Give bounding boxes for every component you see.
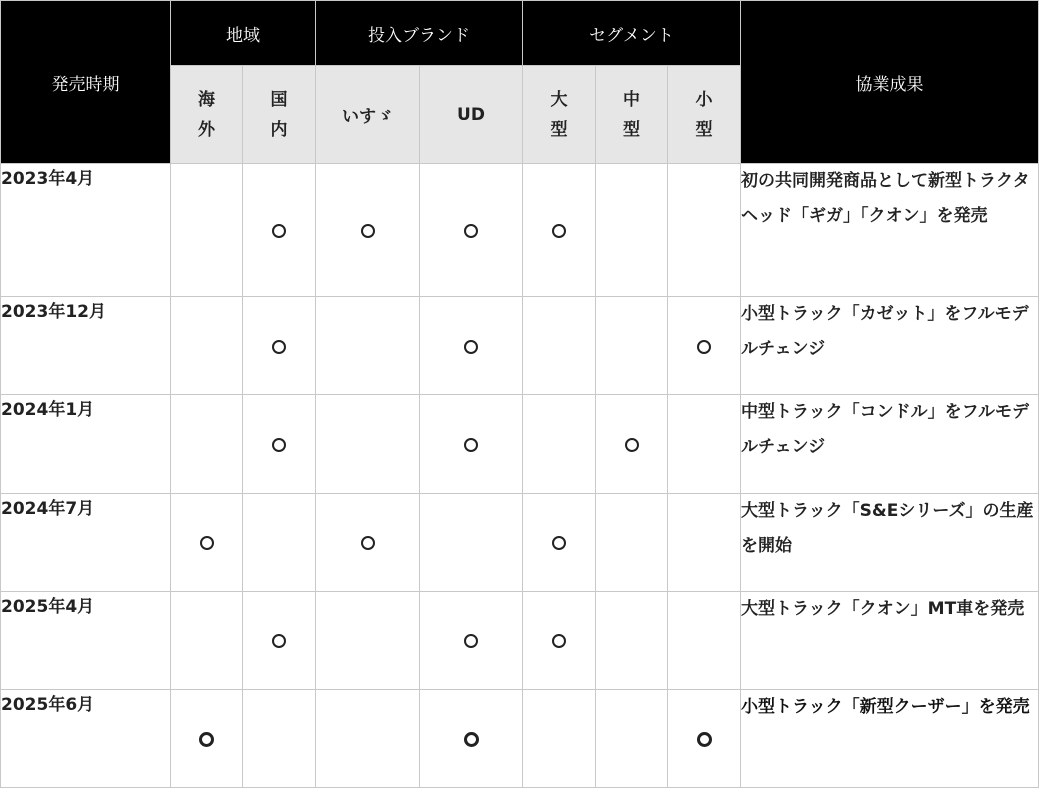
- circle-mark-icon: [272, 340, 286, 354]
- mark-cell-small: [668, 164, 741, 297]
- mark-cell-isuzu: [316, 689, 420, 787]
- mark-cell-small: [668, 493, 741, 591]
- result-cell: 中型トラック「コンドル」をフルモデルチェンジ: [741, 395, 1039, 493]
- release-date-cell: 2025年6月: [1, 689, 171, 787]
- table-row: [1, 591, 1039, 689]
- mark-cell-overseas: [171, 591, 243, 689]
- mark-cell-isuzu: [316, 164, 420, 297]
- table-row: [1, 493, 1039, 591]
- mark-cell-overseas: [171, 297, 243, 395]
- mark-cell-small: [668, 297, 741, 395]
- mark-cell-small: [668, 395, 741, 493]
- circle-mark-icon: [464, 224, 478, 238]
- mark-cell-domestic: [243, 591, 316, 689]
- circle-mark-icon: [272, 224, 286, 238]
- circle-mark-icon: [552, 536, 566, 550]
- mark-cell-medium: [596, 297, 668, 395]
- mark-cell-medium: [596, 591, 668, 689]
- header-release-date: 発売時期: [1, 1, 171, 164]
- mark-cell-ud: [420, 395, 523, 493]
- circle-mark-icon: [464, 634, 478, 648]
- header-large: 大 型: [523, 66, 596, 164]
- mark-cell-large: [523, 493, 596, 591]
- release-date-cell: 2024年1月: [1, 395, 171, 493]
- mark-cell-domestic: [243, 689, 316, 787]
- mark-cell-isuzu: [316, 297, 420, 395]
- circle-mark-icon: [200, 536, 214, 550]
- result-cell: 大型トラック「S&Eシリーズ」の生産を開始: [741, 493, 1039, 591]
- mark-cell-isuzu: [316, 493, 420, 591]
- header-segment: セグメント: [523, 1, 741, 66]
- circle-mark-icon: [464, 732, 479, 747]
- result-cell: 小型トラック「カゼット」をフルモデルチェンジ: [741, 297, 1039, 395]
- table-row: [1, 689, 1039, 787]
- mark-cell-large: [523, 689, 596, 787]
- header-domestic: 国 内: [243, 66, 316, 164]
- header-small: 小 型: [668, 66, 741, 164]
- mark-cell-large: [523, 297, 596, 395]
- circle-mark-icon: [464, 438, 478, 452]
- mark-cell-medium: [596, 493, 668, 591]
- mark-cell-domestic: [243, 395, 316, 493]
- table-row: [1, 395, 1039, 493]
- mark-cell-domestic: [243, 493, 316, 591]
- header-region: 地域: [171, 1, 316, 66]
- header-result: 協業成果: [741, 1, 1039, 164]
- header-isuzu: いすゞ: [316, 66, 420, 164]
- header-medium: 中 型: [596, 66, 668, 164]
- table-row: [1, 164, 1039, 297]
- mark-cell-small: [668, 689, 741, 787]
- circle-mark-icon: [552, 634, 566, 648]
- result-cell: 初の共同開発商品として新型トラクタヘッド「ギガ」「クオン」を発売: [741, 164, 1039, 297]
- table-row: [1, 297, 1039, 395]
- mark-cell-ud: [420, 493, 523, 591]
- mark-cell-overseas: [171, 164, 243, 297]
- release-date-cell: 2025年4月: [1, 591, 171, 689]
- release-date-cell: 2023年12月: [1, 297, 171, 395]
- circle-mark-icon: [552, 224, 566, 238]
- circle-mark-icon: [625, 438, 639, 452]
- release-date-cell: 2023年4月: [1, 164, 171, 297]
- mark-cell-domestic: [243, 164, 316, 297]
- mark-cell-domestic: [243, 297, 316, 395]
- header-brand: 投入ブランド: [316, 1, 523, 66]
- header-overseas: 海 外: [171, 66, 243, 164]
- circle-mark-icon: [464, 340, 478, 354]
- circle-mark-icon: [272, 634, 286, 648]
- circle-mark-icon: [199, 732, 214, 747]
- mark-cell-isuzu: [316, 395, 420, 493]
- mark-cell-large: [523, 591, 596, 689]
- circle-mark-icon: [272, 438, 286, 452]
- header-ud: UD: [420, 66, 523, 164]
- mark-cell-small: [668, 591, 741, 689]
- mark-cell-ud: [420, 591, 523, 689]
- mark-cell-overseas: [171, 689, 243, 787]
- mark-cell-large: [523, 395, 596, 493]
- mark-cell-isuzu: [316, 591, 420, 689]
- mark-cell-ud: [420, 297, 523, 395]
- circle-mark-icon: [697, 340, 711, 354]
- table-body: [1, 164, 1039, 788]
- mark-cell-medium: [596, 395, 668, 493]
- mark-cell-ud: [420, 164, 523, 297]
- circle-mark-icon: [697, 732, 712, 747]
- mark-cell-ud: [420, 689, 523, 787]
- circle-mark-icon: [361, 224, 375, 238]
- circle-mark-icon: [361, 536, 375, 550]
- mark-cell-overseas: [171, 493, 243, 591]
- mark-cell-large: [523, 164, 596, 297]
- mark-cell-medium: [596, 164, 668, 297]
- result-cell: 大型トラック「クオン」MT車を発売: [741, 591, 1039, 689]
- release-date-cell: 2024年7月: [1, 493, 171, 591]
- mark-cell-overseas: [171, 395, 243, 493]
- mark-cell-medium: [596, 689, 668, 787]
- result-cell: 小型トラック「新型クーザー」を発売: [741, 689, 1039, 787]
